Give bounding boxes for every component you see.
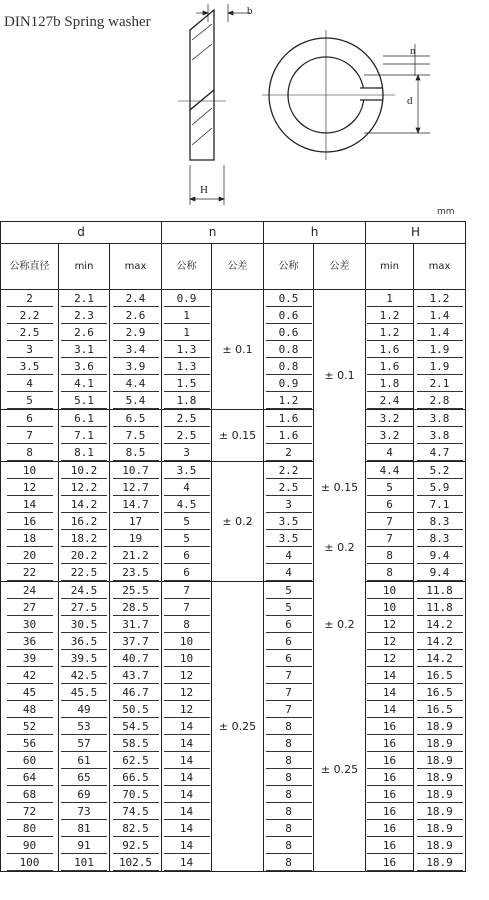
cell-n-nominal: 12 (162, 684, 212, 701)
cell-n-nominal: 1 (162, 307, 212, 324)
cell-h-tolerance: ± 0.1 (314, 290, 366, 462)
cell-H-min: 4 (366, 444, 414, 462)
header-h: h (264, 222, 366, 244)
cell-d-min: 30.5 (59, 616, 110, 633)
label-d: d (407, 95, 413, 107)
washer-drawing (0, 0, 489, 215)
cell-H-min: 12 (366, 616, 414, 633)
cell-d-nominal: 2 (1, 290, 59, 308)
cell-H-min: 14 (366, 667, 414, 684)
cell-h-nominal: 0.5 (264, 290, 314, 308)
cell-h-nominal: 8 (264, 786, 314, 803)
header-n: n (162, 222, 264, 244)
cell-n-nominal: 1.5 (162, 375, 212, 392)
cell-d-nominal: 39 (1, 650, 59, 667)
cell-H-max: 16.5 (414, 684, 466, 701)
cell-d-min: 20.2 (59, 547, 110, 564)
cell-d-min: 27.5 (59, 599, 110, 616)
cell-d-nominal: 8 (1, 444, 59, 462)
cell-d-nominal: 56 (1, 735, 59, 752)
cell-d-nominal: 3 (1, 341, 59, 358)
cell-H-min: 8 (366, 547, 414, 564)
cell-H-min: 1.8 (366, 375, 414, 392)
cell-d-min: 81 (59, 820, 110, 837)
cell-H-max: 9.4 (414, 564, 466, 582)
cell-h-nominal: 2 (264, 444, 314, 462)
cell-H-min: 16 (366, 803, 414, 820)
cell-H-min: 7 (366, 530, 414, 547)
cell-d-nominal: 42 (1, 667, 59, 684)
cell-H-max: 18.9 (414, 820, 466, 837)
cell-d-min: 16.2 (59, 513, 110, 530)
cell-d-min: 91 (59, 837, 110, 854)
cell-d-min: 69 (59, 786, 110, 803)
cell-n-nominal: 7 (162, 599, 212, 616)
cell-d-nominal: 2.2 (1, 307, 59, 324)
cell-n-nominal: 14 (162, 803, 212, 820)
cell-h-nominal: 8 (264, 854, 314, 872)
cell-n-nominal: 14 (162, 786, 212, 803)
cell-d-nominal: 30 (1, 616, 59, 633)
cell-d-max: 37.7 (110, 633, 162, 650)
cell-d-max: 54.5 (110, 718, 162, 735)
cell-d-min: 49 (59, 701, 110, 718)
cell-d-max: 8.5 (110, 444, 162, 462)
cell-d-min: 53 (59, 718, 110, 735)
cell-H-min: 16 (366, 718, 414, 735)
cell-H-max: 1.2 (414, 290, 466, 308)
cell-H-min: 14 (366, 701, 414, 718)
cell-H-max: 7.1 (414, 496, 466, 513)
cell-H-max: 8.3 (414, 513, 466, 530)
cell-h-nominal: 6 (264, 650, 314, 667)
cell-H-max: 1.9 (414, 341, 466, 358)
cell-h-nominal: 8 (264, 735, 314, 752)
cell-n-nominal: 4 (162, 479, 212, 496)
cell-d-nominal: 68 (1, 786, 59, 803)
cell-d-nominal: 5 (1, 392, 59, 410)
cell-h-nominal: 7 (264, 701, 314, 718)
cell-d-max: 2.4 (110, 290, 162, 308)
cell-n-nominal: 6 (162, 547, 212, 564)
cell-d-max: 14.7 (110, 496, 162, 513)
cell-h-nominal: 5 (264, 582, 314, 600)
subheader-h-nominal: 公称 (264, 244, 314, 290)
cell-H-max: 1.4 (414, 307, 466, 324)
cell-n-nominal: 2.5 (162, 410, 212, 428)
label-b: b (247, 5, 253, 17)
cell-d-min: 4.1 (59, 375, 110, 392)
cell-n-nominal: 14 (162, 837, 212, 854)
cell-n-tolerance: ± 0.15 (212, 410, 264, 462)
cell-d-min: 39.5 (59, 650, 110, 667)
cell-d-min: 10.2 (59, 462, 110, 480)
cell-d-max: 46.7 (110, 684, 162, 701)
cell-H-min: 12 (366, 650, 414, 667)
cell-H-min: 16 (366, 752, 414, 769)
cell-d-nominal: 36 (1, 633, 59, 650)
subheader-H-max: max (414, 244, 466, 290)
cell-H-max: 14.2 (414, 633, 466, 650)
cell-d-nominal: 90 (1, 837, 59, 854)
cell-h-nominal: 0.8 (264, 358, 314, 375)
cell-H-min: 7 (366, 513, 414, 530)
cell-H-min: 1.6 (366, 341, 414, 358)
cell-n-nominal: 3 (162, 444, 212, 462)
cell-H-max: 18.9 (414, 769, 466, 786)
subheader-d-max: max (110, 244, 162, 290)
cell-d-max: 50.5 (110, 701, 162, 718)
cell-H-min: 3.2 (366, 410, 414, 428)
cell-h-nominal: 0.8 (264, 341, 314, 358)
cell-H-max: 1.4 (414, 324, 466, 341)
cell-d-max: 6.5 (110, 410, 162, 428)
cell-d-max: 3.4 (110, 341, 162, 358)
cell-H-max: 11.8 (414, 582, 466, 600)
cell-n-tolerance: ± 0.25 (212, 582, 264, 872)
cell-H-min: 5 (366, 479, 414, 496)
cell-d-max: 58.5 (110, 735, 162, 752)
cell-d-max: 2.9 (110, 324, 162, 341)
cell-H-max: 9.4 (414, 547, 466, 564)
cell-h-nominal: 6 (264, 633, 314, 650)
cell-d-max: 82.5 (110, 820, 162, 837)
cell-n-nominal: 12 (162, 667, 212, 684)
cell-h-tolerance: ± 0.25 (314, 667, 366, 872)
cell-H-max: 5.9 (414, 479, 466, 496)
header-d: d (1, 222, 162, 244)
table-row (1, 462, 466, 480)
cell-h-nominal: 8 (264, 803, 314, 820)
cell-d-min: 14.2 (59, 496, 110, 513)
cell-d-min: 42.5 (59, 667, 110, 684)
cell-H-max: 16.5 (414, 701, 466, 718)
cell-d-min: 5.1 (59, 392, 110, 410)
cell-h-nominal: 4 (264, 547, 314, 564)
cell-d-nominal: 14 (1, 496, 59, 513)
cell-h-nominal: 8 (264, 752, 314, 769)
cell-h-nominal: 0.6 (264, 324, 314, 341)
cell-d-max: 43.7 (110, 667, 162, 684)
cell-n-nominal: 14 (162, 820, 212, 837)
cell-n-tolerance: ± 0.2 (212, 462, 264, 582)
cell-d-nominal: 100 (1, 854, 59, 872)
cell-n-nominal: 10 (162, 633, 212, 650)
label-n: n (410, 45, 416, 57)
cell-H-max: 14.2 (414, 616, 466, 633)
cell-h-nominal: 1.6 (264, 410, 314, 428)
table-row (1, 410, 466, 428)
cell-H-min: 1.2 (366, 307, 414, 324)
cell-d-nominal: 48 (1, 701, 59, 718)
cell-n-nominal: 12 (162, 701, 212, 718)
cell-d-min: 2.6 (59, 324, 110, 341)
cell-d-min: 61 (59, 752, 110, 769)
cell-d-min: 2.1 (59, 290, 110, 308)
cell-d-nominal: 20 (1, 547, 59, 564)
cell-d-max: 10.7 (110, 462, 162, 480)
cell-d-min: 36.5 (59, 633, 110, 650)
page-title: DIN127b Spring washer (4, 14, 151, 30)
cell-n-nominal: 4.5 (162, 496, 212, 513)
cell-n-tolerance: ± 0.1 (212, 290, 264, 410)
cell-H-max: 14.2 (414, 650, 466, 667)
cell-H-min: 16 (366, 769, 414, 786)
cell-d-max: 25.5 (110, 582, 162, 600)
dimension-n (383, 44, 430, 76)
cell-d-min: 65 (59, 769, 110, 786)
cell-H-min: 4.4 (366, 462, 414, 480)
unit-label: mm (437, 207, 455, 217)
cell-h-nominal: 3.5 (264, 530, 314, 547)
cell-H-max: 16.5 (414, 667, 466, 684)
washer-table (0, 221, 466, 872)
cell-H-max: 18.9 (414, 735, 466, 752)
cell-d-nominal: 27 (1, 599, 59, 616)
cell-d-nominal: 6 (1, 410, 59, 428)
cell-h-nominal: 4 (264, 564, 314, 582)
cell-H-min: 8 (366, 564, 414, 582)
cell-d-min: 12.2 (59, 479, 110, 496)
cell-h-nominal: 1.2 (264, 392, 314, 410)
cell-n-nominal: 1.3 (162, 358, 212, 375)
cell-h-nominal: 8 (264, 718, 314, 735)
cell-n-nominal: 8 (162, 616, 212, 633)
cell-h-nominal: 3 (264, 496, 314, 513)
cell-H-min: 6 (366, 496, 414, 513)
header-H: H (366, 222, 466, 244)
cell-d-max: 102.5 (110, 854, 162, 872)
table-row (1, 290, 466, 308)
cell-H-max: 4.7 (414, 444, 466, 462)
cell-h-nominal: 6 (264, 616, 314, 633)
cell-d-nominal: 7 (1, 427, 59, 444)
cell-H-min: 16 (366, 837, 414, 854)
cell-d-nominal: 45 (1, 684, 59, 701)
cell-H-min: 12 (366, 633, 414, 650)
subheader-n-nominal: 公称 (162, 244, 212, 290)
cell-d-max: 3.9 (110, 358, 162, 375)
cell-h-nominal: 7 (264, 684, 314, 701)
cell-d-max: 7.5 (110, 427, 162, 444)
cell-n-nominal: 14 (162, 735, 212, 752)
cell-H-min: 1 (366, 290, 414, 308)
cell-h-tolerance: ± 0.2 (314, 513, 366, 582)
cell-d-min: 73 (59, 803, 110, 820)
cell-h-nominal: 1.6 (264, 427, 314, 444)
cell-H-max: 3.8 (414, 410, 466, 428)
cell-n-nominal: 10 (162, 650, 212, 667)
cell-h-nominal: 2.2 (264, 462, 314, 480)
cell-H-min: 3.2 (366, 427, 414, 444)
cell-h-nominal: 0.9 (264, 375, 314, 392)
cell-d-min: 7.1 (59, 427, 110, 444)
cell-H-max: 18.9 (414, 803, 466, 820)
subheader-d-min: min (59, 244, 110, 290)
cell-d-max: 62.5 (110, 752, 162, 769)
cell-H-min: 1.6 (366, 358, 414, 375)
cell-H-max: 1.9 (414, 358, 466, 375)
cell-d-max: 12.7 (110, 479, 162, 496)
table-row (1, 582, 466, 600)
washer-front-view (262, 30, 395, 160)
cell-d-nominal: 18 (1, 530, 59, 547)
cell-H-min: 16 (366, 786, 414, 803)
cell-d-nominal: 10 (1, 462, 59, 480)
cell-d-min: 45.5 (59, 684, 110, 701)
cell-d-min: 22.5 (59, 564, 110, 582)
cell-h-nominal: 0.6 (264, 307, 314, 324)
cell-h-nominal: 2.5 (264, 479, 314, 496)
cell-h-nominal: 8 (264, 769, 314, 786)
cell-d-min: 101 (59, 854, 110, 872)
cell-h-nominal: 5 (264, 599, 314, 616)
cell-d-nominal: 24 (1, 582, 59, 600)
cell-d-max: 19 (110, 530, 162, 547)
cell-d-max: 66.5 (110, 769, 162, 786)
cell-d-max: 17 (110, 513, 162, 530)
cell-n-nominal: 2.5 (162, 427, 212, 444)
cell-n-nominal: 5 (162, 530, 212, 547)
cell-d-nominal: 64 (1, 769, 59, 786)
cell-H-max: 18.9 (414, 786, 466, 803)
cell-H-max: 18.9 (414, 752, 466, 769)
label-H: H (200, 184, 208, 196)
cell-H-max: 18.9 (414, 854, 466, 872)
cell-h-tolerance: ± 0.15 (314, 462, 366, 514)
cell-H-min: 16 (366, 820, 414, 837)
cell-H-min: 1.2 (366, 324, 414, 341)
cell-H-max: 18.9 (414, 718, 466, 735)
cell-n-nominal: 5 (162, 513, 212, 530)
cell-d-min: 18.2 (59, 530, 110, 547)
cell-d-max: 21.2 (110, 547, 162, 564)
cell-h-nominal: 8 (264, 837, 314, 854)
cell-d-nominal: 72 (1, 803, 59, 820)
cell-d-nominal: 60 (1, 752, 59, 769)
cell-H-min: 10 (366, 582, 414, 600)
cell-H-max: 11.8 (414, 599, 466, 616)
cell-d-min: 8.1 (59, 444, 110, 462)
cell-d-nominal: 80 (1, 820, 59, 837)
cell-H-max: 18.9 (414, 837, 466, 854)
subheader-d-nominal: 公称直径 (1, 244, 59, 290)
cell-H-max: 3.8 (414, 427, 466, 444)
cell-d-max: 40.7 (110, 650, 162, 667)
cell-n-nominal: 14 (162, 854, 212, 872)
cell-d-nominal: 4 (1, 375, 59, 392)
cell-d-nominal: 2.5 (1, 324, 59, 341)
cell-H-min: 10 (366, 599, 414, 616)
cell-d-max: 92.5 (110, 837, 162, 854)
cell-H-min: 16 (366, 735, 414, 752)
cell-d-max: 4.4 (110, 375, 162, 392)
cell-H-max: 8.3 (414, 530, 466, 547)
cell-H-max: 2.8 (414, 392, 466, 410)
cell-d-min: 57 (59, 735, 110, 752)
cell-h-nominal: 8 (264, 820, 314, 837)
cell-d-min: 6.1 (59, 410, 110, 428)
cell-d-min: 3.6 (59, 358, 110, 375)
cell-H-min: 14 (366, 684, 414, 701)
cell-n-nominal: 3.5 (162, 462, 212, 480)
cell-d-max: 28.5 (110, 599, 162, 616)
cell-n-nominal: 1 (162, 324, 212, 341)
cell-h-nominal: 3.5 (264, 513, 314, 530)
cell-H-min: 2.4 (366, 392, 414, 410)
cell-n-nominal: 1.8 (162, 392, 212, 410)
cell-d-max: 2.6 (110, 307, 162, 324)
cell-d-max: 23.5 (110, 564, 162, 582)
cell-n-nominal: 7 (162, 582, 212, 600)
cell-H-max: 5.2 (414, 462, 466, 480)
cell-d-nominal: 12 (1, 479, 59, 496)
washer-side-view (178, 10, 226, 160)
cell-d-nominal: 22 (1, 564, 59, 582)
cell-h-tolerance: ± 0.2 (314, 582, 366, 668)
cell-d-nominal: 52 (1, 718, 59, 735)
subheader-H-min: min (366, 244, 414, 290)
cell-d-max: 70.5 (110, 786, 162, 803)
cell-n-nominal: 14 (162, 752, 212, 769)
cell-d-max: 5.4 (110, 392, 162, 410)
cell-n-nominal: 14 (162, 718, 212, 735)
cell-d-max: 31.7 (110, 616, 162, 633)
cell-n-nominal: 6 (162, 564, 212, 582)
cell-H-max: 2.1 (414, 375, 466, 392)
cell-d-min: 3.1 (59, 341, 110, 358)
subheader-n-tolerance: 公差 (212, 244, 264, 290)
cell-n-nominal: 1.3 (162, 341, 212, 358)
cell-d-min: 24.5 (59, 582, 110, 600)
cell-d-nominal: 3.5 (1, 358, 59, 375)
cell-H-min: 16 (366, 854, 414, 872)
cell-d-nominal: 16 (1, 513, 59, 530)
subheader-h-tolerance: 公差 (314, 244, 366, 290)
cell-h-nominal: 7 (264, 667, 314, 684)
cell-d-max: 74.5 (110, 803, 162, 820)
cell-n-nominal: 0.9 (162, 290, 212, 308)
cell-d-min: 2.3 (59, 307, 110, 324)
cell-n-nominal: 14 (162, 769, 212, 786)
